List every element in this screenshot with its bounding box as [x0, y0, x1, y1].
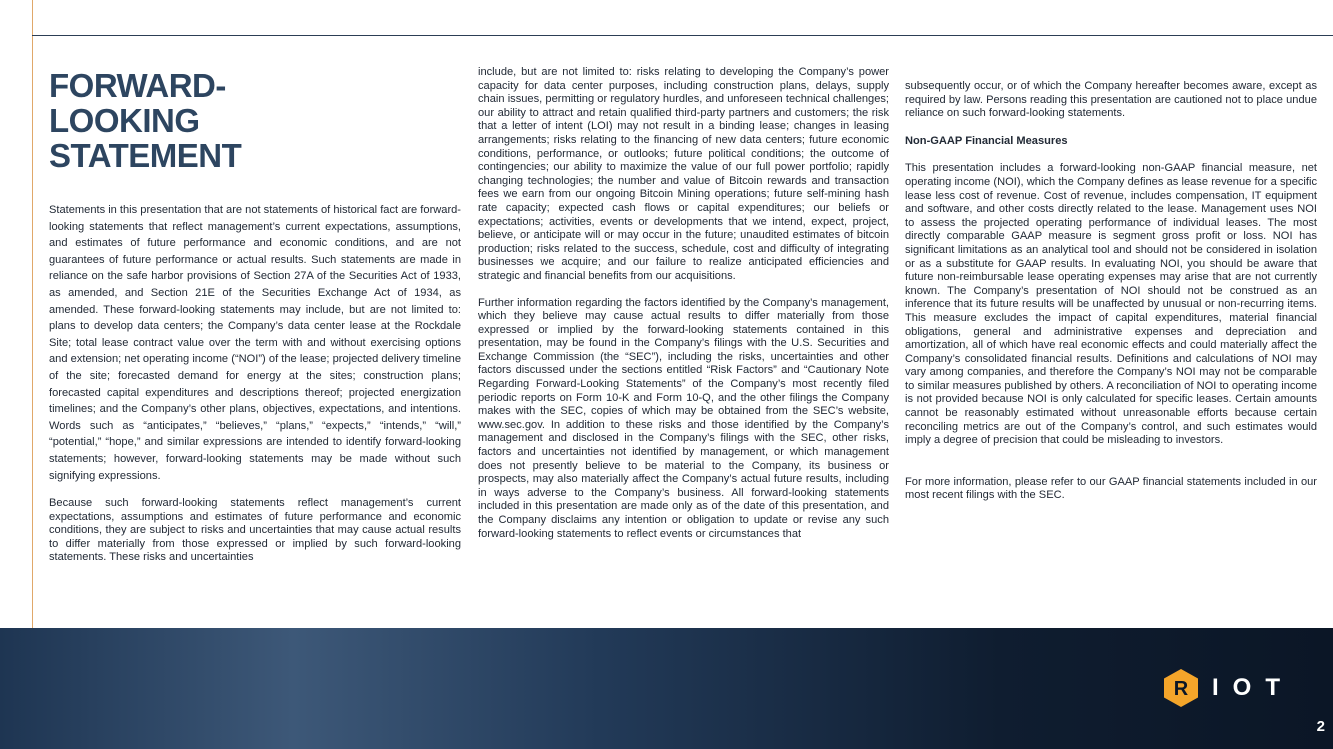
- footer-band: [0, 628, 1333, 749]
- title-line-1: FORWARD-: [49, 67, 226, 104]
- text-column-3: [905, 80, 1317, 503]
- header-divider-line: [32, 35, 1333, 36]
- column3-paragraph-2: This presentation includes a forward-looking non-GAAP financial measure, net operating income (NOI), which the Company defines as lease revenue for a specific lease less cost of revenue. Cost of revenue, includes compensation, IT equipment and software, and other costs directly related to the lease. Management uses NOI to assess the projected operating performance of individual leases. The most directly comparable GAAP measure is segment gross profit or loss. NOI has significant limitations as an analytical tool and should not be considered in isolation or as a substitute for GAAP results. In evaluating NOI, you should be aware that future non-reimbursable lease operating expenses may arise that are not currently known. The Company’s presentation of NOI should not be construed as an inference that its future results will be unaffected by unusual or non-recurring items. This measure excludes the impact of capital expenditures, material financial obligations, general and administrative expenses and depreciation and amortization, all of which have real economic effects and could materially affect the Company’s consolidated financial results. Definitions and calculations of NOI may vary among companies, and therefore the Company’s NOI may not be comparable to similar measures published by others. A reconciliation of NOI to operating income is not provided because NOI is only calculated for specific leases. Certain amounts cannot be reasonably estimated without unreasonable efforts because certain reconciling metrics are out of the Company’s control, and such estimates would imply a degree of precision that could be misleading to investors.: [905, 162, 1317, 447]
- riot-hexagon-logo-icon: [1162, 668, 1200, 708]
- logo-letter: R: [1173, 678, 1189, 700]
- riot-logo: [1162, 668, 1294, 708]
- page-number: 2: [1316, 718, 1325, 735]
- logo-wordmark: IOT: [1212, 674, 1294, 701]
- non-gaap-heading: Non-GAAP Financial Measures: [905, 134, 1068, 147]
- text-column-2: [478, 66, 889, 541]
- page-title: [49, 68, 349, 173]
- column3-paragraph-3: For more information, please refer to our GAAP financial statements included in our most recent filings with the SEC.: [905, 475, 1317, 502]
- text-column-1: [49, 202, 461, 565]
- column2-paragraph-1: include, but are not limited to: risks relating to developing the Company’s power capacity for data center purposes, including construction plans, delays, supply chain issues, permitting or regulatory hurdles, and unforeseen technical challenges; our ability to attract and retain qualified third-party partners and customers; the risk that a letter of intent (LOI) may not result in a binding lease; changes in leasing arrangements; risks relating to the financing of new data centers; future economic conditions, performance, or outlooks; future political conditions; the outcome of contingencies; our ability to maximize the value of our full power portfolio; rapidly changing technologies; the number and value of Bitcoin rewards and transaction fees we earn from our ongoing Bitcoin Mining operations; future self-mining hash rate capacity; expected cash flows or capital expenditures; our beliefs or expectations; activities, events or developments that we intend, expect, project, believe, or anticipate will or may occur in the future; unaudited estimates of bitcoin production; risks related to the success, schedule, cost and difficulty of integrating businesses we acquire; and our failure to realize anticipated efficiencies and strategic and financial benefits from our acquisitions.: [478, 66, 889, 282]
- column1-paragraph-1: Statements in this presentation that are not statements of historical fact are forward-looking statements that reflect management’s current expectations, assumptions, and estimates of future performance and economic conditions, and are not guarantees of future performance or actual results. Such statements are made in reliance on the safe harbor provisions of Section 27A of the Securities Act of 1933, as amended, and Section 21E of the Securities Exchange Act of 1934, as amended. These forward-looking statements may include, but are not limited to: plans to develop data centers; the Company’s data center lease at the Rockdale Site; total lease contract value over the term with and without exercising options and extension; net operating income (“NOI”) of the lease; projected delivery timeline of the site; forecasted demand for energy at the sites; construction plans; forecasted capital expenditures and descriptions thereof; projected energization timelines; and the Company’s other plans, objectives, expectations, and intentions. Words such as “anticipates,” “believes,” “plans,” “expects,” “intends,” “will,” “potential,” “hope,” and similar expressions are intended to identify forward-looking statements; however, forward-looking statements may be made without such signifying expressions.: [49, 204, 461, 482]
- column1-paragraph-2: Because such forward-looking statements reflect management’s current expectations, assumptions and estimates of future performance and economic conditions, they are subject to risks and uncertainties that may cause actual results to differ materially from those expressed or implied by such forward-looking statements. These risks and uncertainties: [49, 497, 461, 564]
- column2-paragraph-2: Further information regarding the factors identified by the Company’s management, which they believe may cause actual results to differ materially from those expressed or implied by the forward-looking statements contained in this presentation, may be found in the Company’s filings with the U.S. Securities and Exchange Commission (the “SEC”), including the risks, uncertainties and other factors discussed under the sections entitled “Risk Factors” and “Cautionary Note Regarding Forward-Looking Statements” of the Company’s most recently filed periodic reports on Form 10-K and Form 10-Q, and the other filings the Company makes with the SEC, copies of which may be obtained from the SEC’s website, www.sec.gov. In addition to these risks and those identified by the Company’s management and disclosed in the Company’s filings with the SEC, other risks, factors and uncertainties not identified by management, or which management does not presently believe to be material to the Company, its business or prospects, may also materially affect the Company’s actual future results, including in ways adverse to the Company’s business. All forward-looking statements included in this presentation are made only as of the date of this presentation, and the Company disclaims any intention or obligation to update or revise any such forward-looking statements to reflect events or circumstances that: [478, 296, 889, 540]
- title-line-2: LOOKING: [49, 102, 200, 139]
- title-line-3: STATEMENT: [49, 137, 242, 174]
- column3-paragraph-1: subsequently occur, or of which the Company hereafter becomes aware, except as required by law. Persons reading this presentation are cautioned not to place undue reliance on such forward-looking statements.: [905, 80, 1317, 120]
